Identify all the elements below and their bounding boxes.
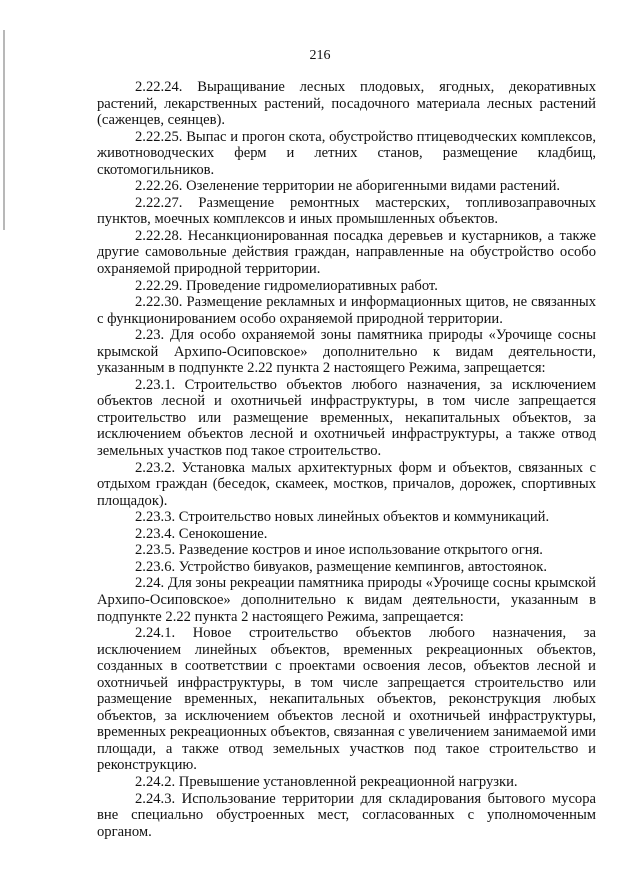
paragraph-2-23-4: 2.23.4. Сенокошение.: [135, 525, 268, 542]
paragraph-2-23-3: 2.23.3. Строительство новых линейных объектов и коммуникаций.: [135, 509, 550, 526]
paragraph-2-22-24: 2.22.24. Выращивание лесных плодовых, ягодных, декоративных растений, лекарственных растений, посадочного материала лесных растений (саженцев, сеянцев).: [97, 79, 596, 129]
document-body: [97, 79, 596, 840]
paragraph-2-24-3: 2.24.3. Использование территории для складирования бытового мусора вне специально обустроенных мест, согласованных с уполномоченным органом.: [97, 790, 596, 840]
paragraph-2-22-29: 2.22.29. Проведение гидромелиоративных работ.: [135, 277, 438, 294]
paragraph-2-24-1: 2.24.1. Новое строительство объектов любого назначения, за исключением линейных объектов, временных рекреационных объектов, созданных в соответствии с проектами освоения лесов, объектов лесной и охотничьей инфраструктуры, в том числе запрещается строительство или размещение временных, некапитальных объектов, реконструкция любых объектов, за исключением объектов лесной и охотничьей инфраструктуры, временных рекреационных объектов, связанная с увеличением занимаемой ими площади, а также отвод земельных участков под такое строительство и реконструкцию.: [97, 625, 596, 774]
paragraph-2-22-27: 2.22.27. Размещение ремонтных мастерских, топливозаправочных пунктов, моечных комплексов и иных промышленных объектов.: [97, 194, 596, 228]
paragraph-2-23-6: 2.23.6. Устройство бивуаков, размещение кемпингов, автостоянок.: [135, 558, 548, 575]
paragraph-2-22-30: 2.22.30. Размещение рекламных и информационных щитов, не связанных с функционированием особо охраняемой природной территории.: [97, 294, 596, 327]
paragraph-2-23-2: 2.23.2. Установка малых архитектурных форм и объектов, связанных с отдыхом граждан (беседок, скамеек, мостков, причалов, дорожек, спортивных площадок).: [97, 459, 596, 509]
paragraph-2-22-28: 2.22.28. Несанкционированная посадка деревьев и кустарников, а также другие самовольные действия граждан, направленные на обустройство особо охраняемой природной территории.: [97, 227, 596, 278]
paragraph-2-22-26: 2.22.26. Озеленение территории не аборигенными видами растений.: [135, 178, 561, 195]
paragraph-2-23-5: 2.23.5. Разведение костров и иное использование открытого огня.: [135, 542, 543, 559]
page-number: 216: [309, 48, 331, 63]
paragraph-2-24: 2.24. Для зоны рекреации памятника природы «Урочище сосны крымской Архипо-Осиповское» дополнительно к видам деятельности, указанным в подпункте 2.22 пункта 2 настоящего Режима, запрещается:: [97, 575, 596, 625]
paragraph-2-24-2: 2.24.2. Превышение установленной рекреационной нагрузки.: [135, 773, 518, 790]
paragraph-2-22-25: 2.22.25. Выпас и прогон скота, обустройство птицеводческих комплексов, животноводческих ферм и летних станов, размещение кладбищ, скотомогильников.: [97, 128, 596, 178]
paragraph-2-23-1: 2.23.1. Строительство объектов любого назначения, за исключением объектов лесной и охотничьей инфраструктуры, в том числе запрещается строительство или размещение временных, некапитальных объектов, за исключением объектов лесной и охотничьей инфраструктуры, а также отвод земельных участков под такое строительство.: [97, 376, 596, 460]
paragraph-2-23: 2.23. Для особо охраняемой зоны памятника природы «Урочище сосны крымской Архипо-Осиповское» дополнительно к видам деятельности, указанным в подпункте 2.22 пункта 2 настоящего Режима, запрещается:: [97, 327, 596, 377]
